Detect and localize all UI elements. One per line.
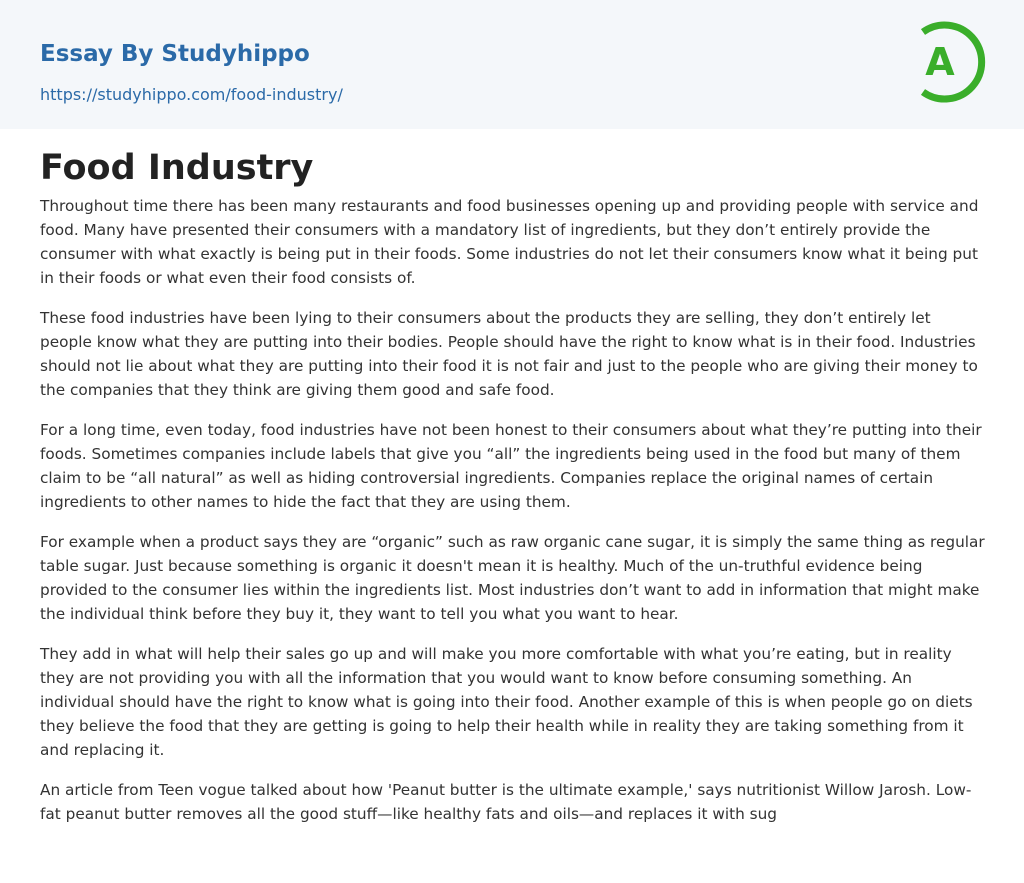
essay-url-link[interactable]: https://studyhippo.com/food-industry/	[40, 85, 343, 104]
essay-paragraph: An article from Teen vogue talked about how 'Peanut butter is the ultimate example,' says nutritionist Willow Jarosh. Low-fat peanut butter removes all the good stuff—like healthy fats and oils—and replaces it with sug	[40, 781, 972, 823]
logo-letter: A	[925, 40, 955, 84]
essay-paragraph: Throughout time there has been many restaurants and food businesses opening up and providing people with service and food. Many have presented their consumers with a mandatory list of ingredients, but they don’t entirely provide the consumer with what exactly is being put in their foods. Some industries do not let their consumers know what it being put in their foods or what even their food consists of.	[40, 197, 979, 287]
essay-paragraph: For a long time, even today, food industries have not been honest to their consumers about what they’re putting into their foods. Sometimes companies include labels that give you “all” the ingredients being used in the food but many of them claim to be “all natural” as well as hiding controversial ingredients. Companies replace the original names of certain ingredients to other names to hide the fact that they are using them.	[40, 421, 982, 511]
essay-body	[40, 194, 985, 842]
site-header	[0, 0, 1024, 129]
studyhippo-logo-icon[interactable]	[911, 18, 987, 106]
essay-paragraph: For example when a product says they are “organic” such as raw organic cane sugar, it is simply the same thing as regular table sugar. Just because something is organic it doesn't mean it is healthy. Much of the un-truthful evidence being provided to the consumer lies within the ingredients list. Most industries don’t want to add in information that might make the individual think before they buy it, they want to tell you what you want to hear.	[40, 533, 985, 623]
essay-paragraph: They add in what will help their sales go up and will make you more comfortable with what you’re eating, but in reality they are not providing you with all the information that you would want to know before consuming something. An individual should have the right to know what is going into their food. Another example of this is when people go on diets they believe the food that they are getting is going to help their health while in reality they are taking something from it and replacing it.	[40, 645, 973, 759]
essay-title: Food Industry	[40, 148, 314, 188]
essay-paragraph: These food industries have been lying to their consumers about the products they are selling, they don’t entirely let people know what they are putting into their bodies. People should have the right to know what is in their food. Industries should not lie about what they are putting into their food it is not fair and just to the people who are giving their money to the companies that they think are giving them good and safe food.	[40, 309, 978, 399]
brand-title: Essay By Studyhippo	[40, 41, 310, 67]
